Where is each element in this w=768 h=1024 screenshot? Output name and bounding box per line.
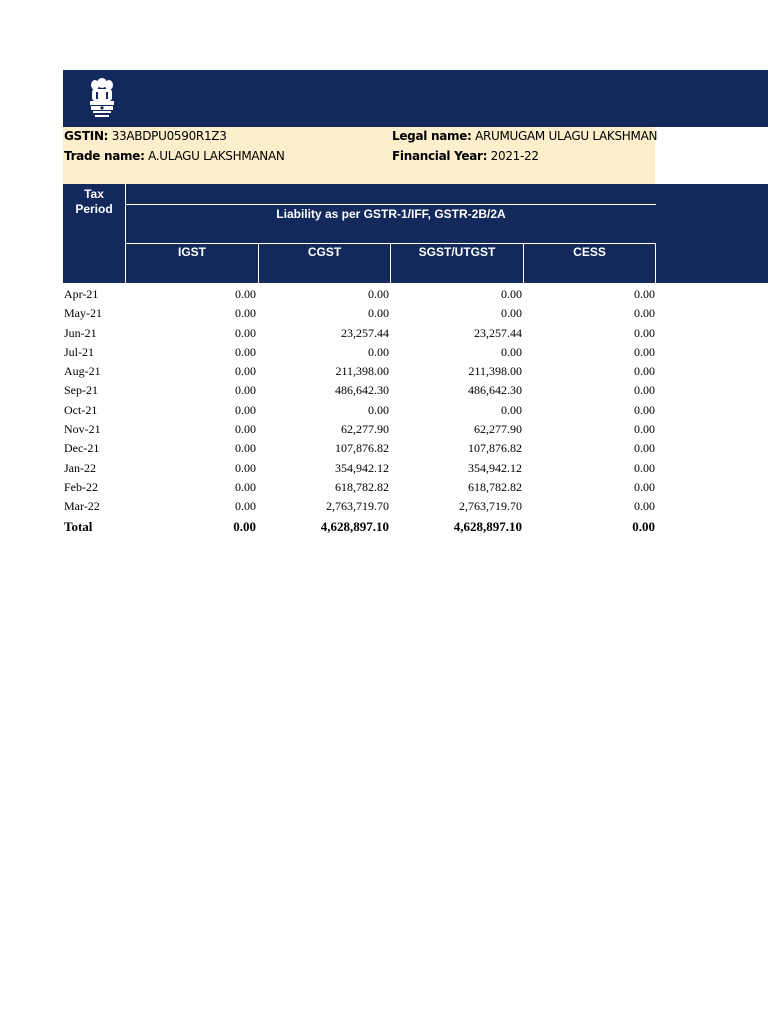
legal-name-label: Legal name: bbox=[392, 129, 472, 143]
table-row: Jun-21 0.00 23,257.44 23,257.44 0.00 bbox=[64, 325, 655, 340]
liability-group-header: Liability as per GSTR-1/IFF, GSTR-2B/2A bbox=[276, 207, 506, 221]
table-row: Feb-22 0.00 618,782.82 618,782.82 0.00 bbox=[64, 479, 655, 494]
liability-table-body bbox=[63, 285, 656, 536]
trade-name-value: A.ULAGU LAKSHMANAN bbox=[148, 149, 285, 163]
table-row: Dec-21 0.00 107,876.82 107,876.82 0.00 bbox=[64, 441, 655, 456]
cess-header: CESS bbox=[573, 245, 606, 259]
table-row: Jul-21 0.00 0.00 0.00 0.00 bbox=[64, 344, 655, 359]
table-row: Jan-22 0.00 354,942.12 354,942.12 0.00 bbox=[64, 460, 655, 475]
financial-year-value: 2021-22 bbox=[490, 149, 539, 163]
table-row: Sep-21 0.00 486,642.30 486,642.30 0.00 bbox=[64, 383, 655, 398]
table-row: Oct-21 0.00 0.00 0.00 0.00 bbox=[64, 402, 655, 417]
gstin-value: 33ABDPU0590R1Z3 bbox=[111, 129, 227, 143]
igst-header: IGST bbox=[177, 245, 206, 259]
trade-name-label: Trade name: bbox=[64, 149, 145, 163]
total-row: Total 0.00 4,628,897.10 4,628,897.10 0.00 bbox=[64, 518, 655, 534]
trade-name-row bbox=[64, 149, 285, 163]
cgst-header: CGST bbox=[307, 245, 342, 259]
top-banner bbox=[63, 70, 768, 127]
table-row: May-21 0.00 0.00 0.00 0.00 bbox=[64, 306, 655, 321]
national-emblem-icon bbox=[82, 74, 122, 124]
table-row: Nov-21 0.00 62,277.90 62,277.90 0.00 bbox=[64, 422, 655, 437]
financial-year-row bbox=[392, 149, 539, 163]
gstin-label: GSTIN: bbox=[64, 129, 109, 143]
legal-name-value: ARUMUGAM ULAGU LAKSHMAN bbox=[475, 129, 658, 143]
legal-name-row bbox=[392, 129, 657, 143]
banner-white-gap bbox=[655, 127, 768, 184]
table-row: Aug-21 0.00 211,398.00 211,398.00 0.00 bbox=[64, 364, 655, 379]
sgst-header: SGST/UTGST bbox=[418, 245, 496, 259]
gstin-row bbox=[64, 129, 227, 143]
tax-period-header: Tax Period bbox=[75, 187, 113, 216]
table-header bbox=[63, 184, 768, 283]
table-row: Mar-22 0.00 2,763,719.70 2,763,719.70 0.00 bbox=[64, 499, 655, 514]
financial-year-label: Financial Year: bbox=[392, 149, 488, 163]
table-row: Apr-21 0.00 0.00 0.00 0.00 bbox=[64, 287, 655, 301]
